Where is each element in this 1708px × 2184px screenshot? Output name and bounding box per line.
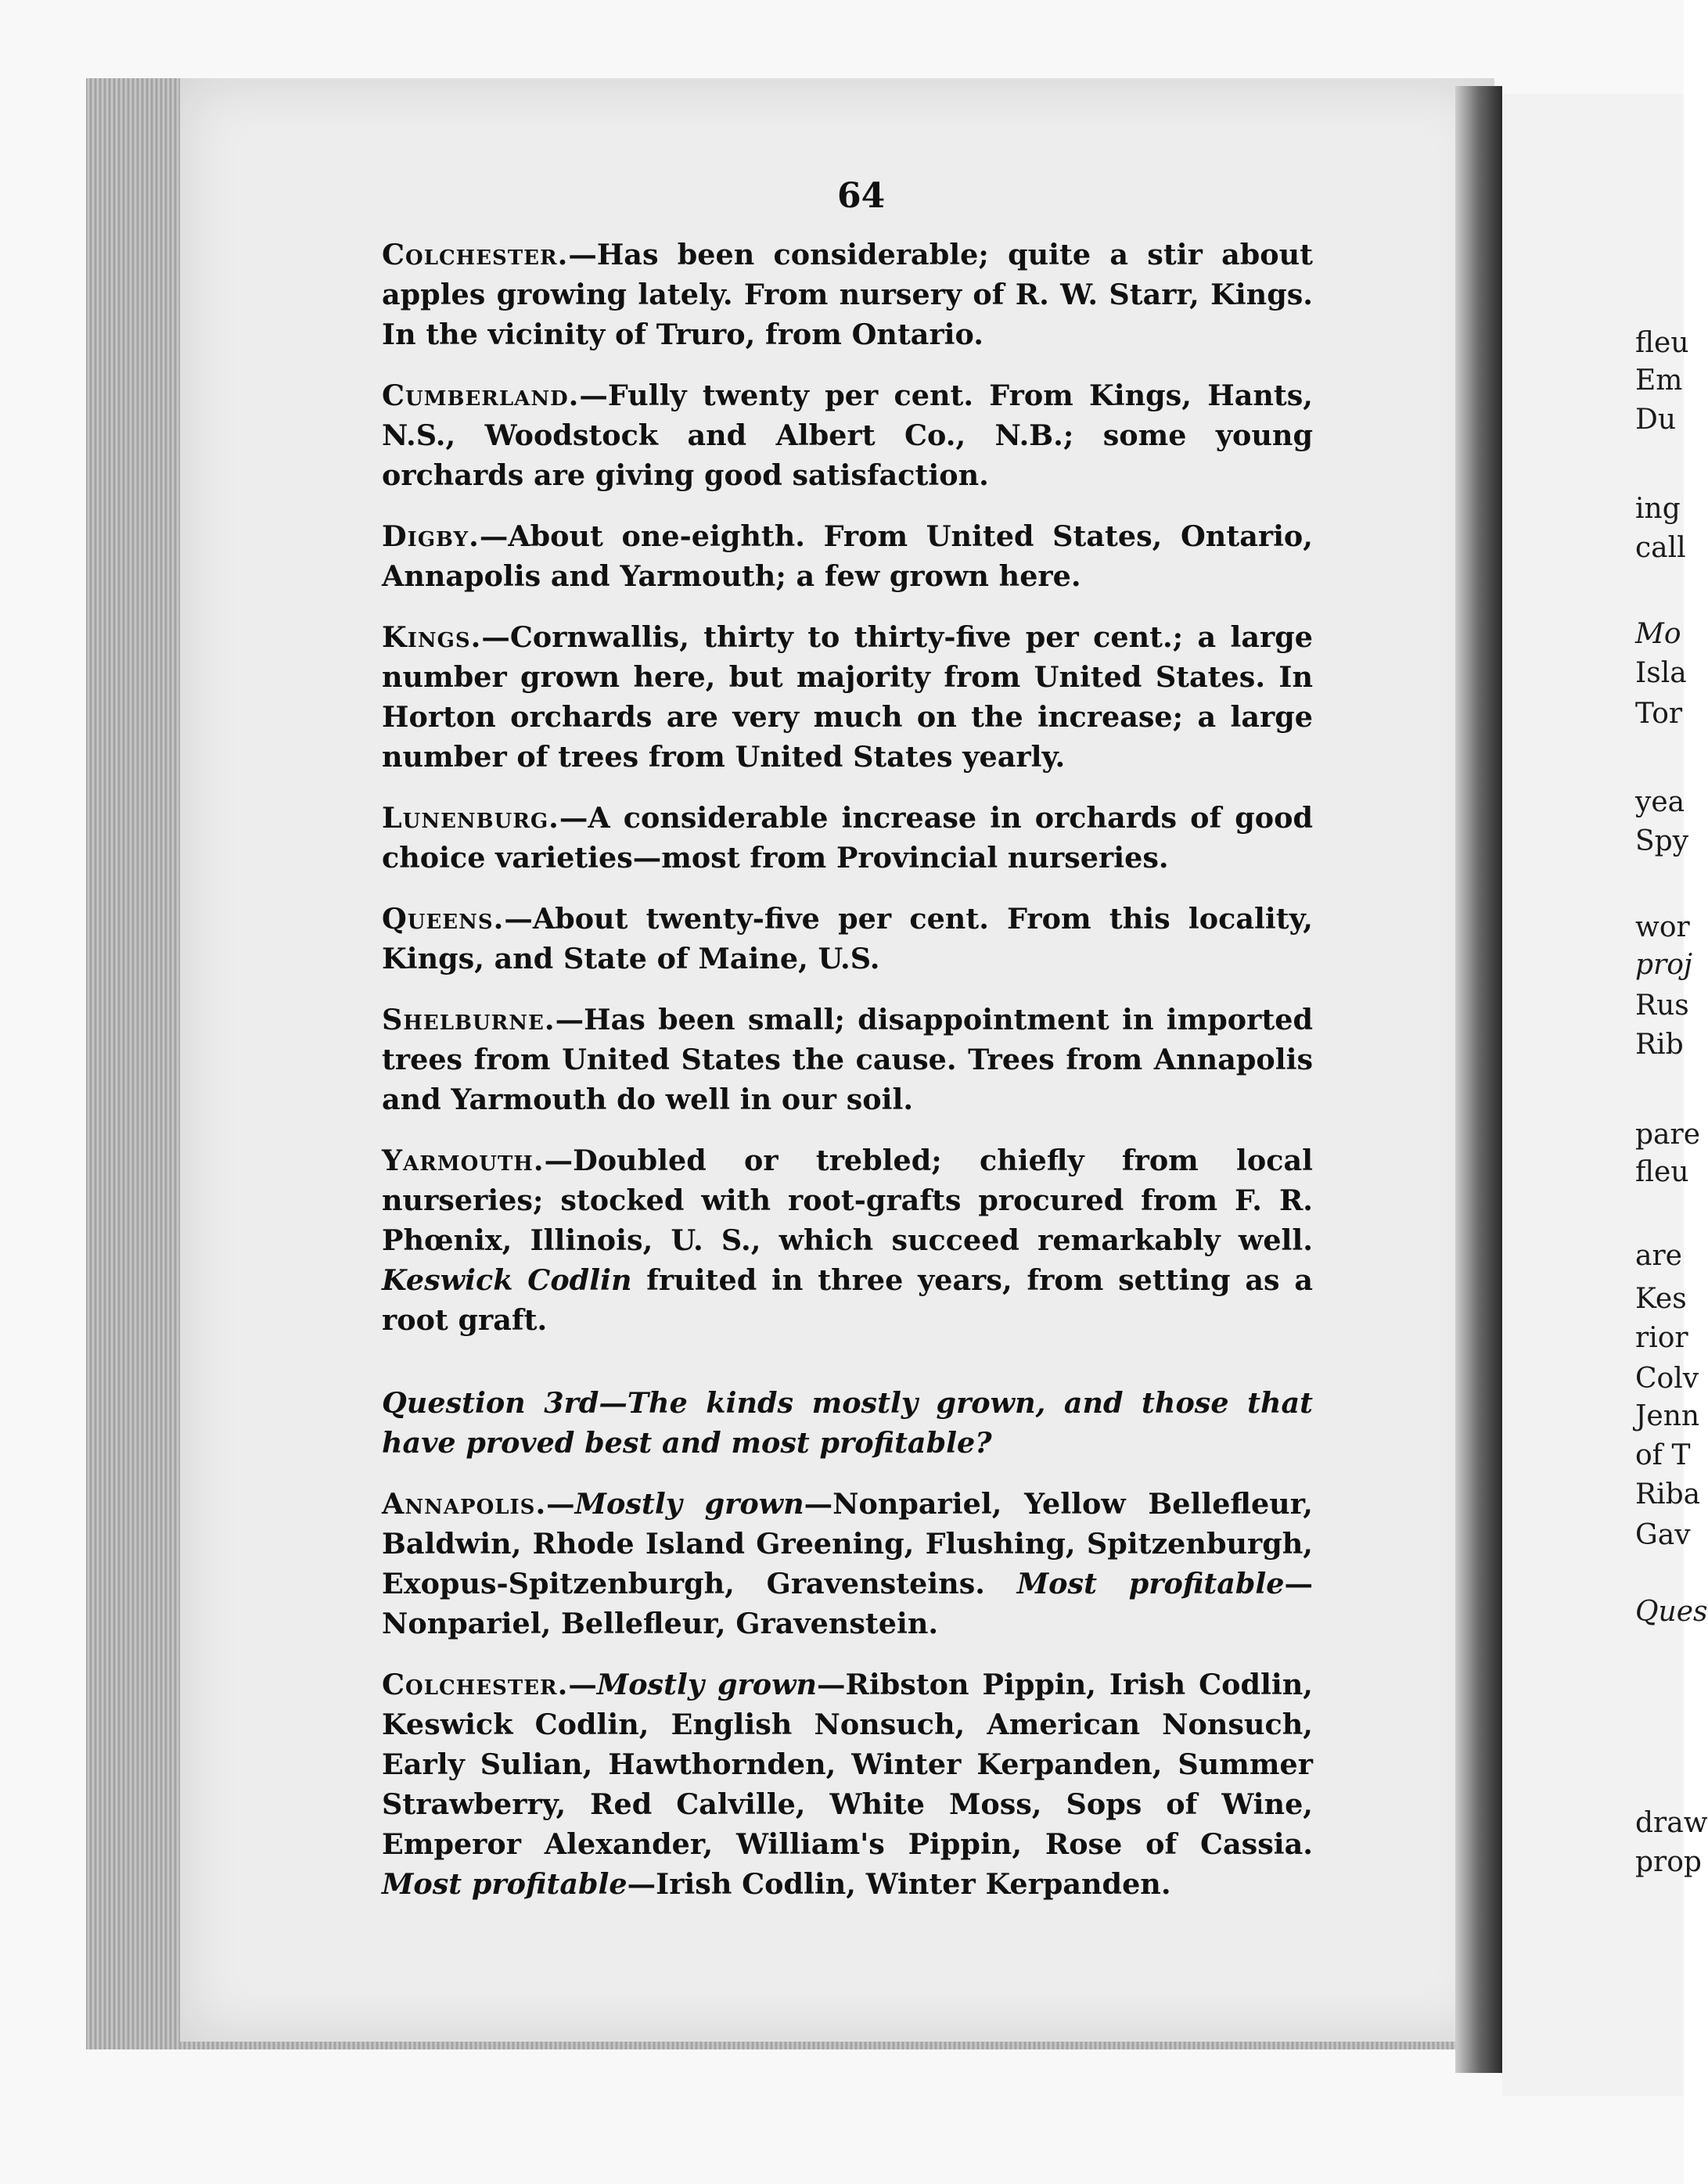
paragraph-shelburne xyxy=(382,1000,1313,1119)
right-page-fragment: prop xyxy=(1635,1846,1702,1878)
right-page-fragment: yea xyxy=(1635,786,1685,818)
right-page-fragment: draw xyxy=(1635,1807,1708,1839)
book-gutter xyxy=(1455,86,1502,2073)
right-page-fragment: Rus xyxy=(1635,990,1689,1022)
right-page-fragment: Ques xyxy=(1635,1596,1708,1628)
right-page-fragment: Du xyxy=(1635,404,1677,436)
place-name: Digby. xyxy=(382,519,480,553)
paragraph-digby xyxy=(382,516,1313,596)
paragraph-text: —Doubled or trebled; chiefly from local nurseries; stocked with root-grafts procured from F. R. Phœnix, Illinois, U. S., which succeed remarkably well. xyxy=(382,1144,1313,1257)
right-page-fragment: Rib xyxy=(1635,1029,1684,1061)
page-text xyxy=(382,235,1313,1925)
right-page-fragment: rior xyxy=(1635,1322,1688,1354)
paragraph-colchester xyxy=(382,235,1313,354)
paragraph-kings xyxy=(382,617,1313,777)
right-page-fragment: call xyxy=(1635,532,1686,564)
paragraph-text: —Cornwallis, thirty to thirty-five per cent.; a large number grown here, but majority from United States. In Horton orchards are very much on the increase; a large number of trees from United States yearly. xyxy=(382,620,1313,774)
place-name: Queens. xyxy=(382,902,505,936)
paragraph-text: —About twenty-five per cent. From this locality, Kings, and State of Maine, U.S. xyxy=(382,902,1313,975)
right-page-fragment: ing xyxy=(1635,493,1681,525)
right-page-fragment: Riba xyxy=(1635,1478,1701,1510)
paragraph-text: —Has been considerable; quite a stir about apples growing lately. From nursery of R. W. Starr, Kings. In the vicinity of Truro, from Ontario. xyxy=(382,238,1313,351)
place-name: Cumberland. xyxy=(382,379,580,412)
paragraph-yarmouth xyxy=(382,1140,1313,1340)
right-page-fragment: of T xyxy=(1635,1439,1691,1471)
dash: — xyxy=(568,1668,597,1701)
place-name: Annapolis. xyxy=(382,1487,547,1521)
question-heading: Question 3rd—The kinds mostly grown, and those that have proved best and most profitable? xyxy=(382,1386,1313,1460)
dash: — xyxy=(546,1487,575,1521)
right-page-fragment: proj xyxy=(1635,949,1693,981)
place-name: Lunenburg. xyxy=(382,801,559,835)
paragraph-colchester-kinds xyxy=(382,1665,1313,1904)
label-most-profitable: Most profitable xyxy=(1016,1567,1285,1600)
label-mostly-grown: Mostly grown xyxy=(574,1487,804,1521)
paragraph-text: fruited in three years, from setting as a root graft. xyxy=(382,1263,1313,1337)
paragraph-text: —A considerable increase in orchards of good choice varieties—most from Provincial nurseries. xyxy=(382,801,1313,875)
variety-name: Keswick Codlin xyxy=(382,1263,632,1297)
right-page-fragment: Em xyxy=(1635,365,1683,397)
right-page-fragment: Jenn xyxy=(1635,1400,1700,1432)
right-page-fragment: Colv xyxy=(1635,1363,1699,1395)
place-name: Yarmouth. xyxy=(382,1144,545,1177)
paragraph-annapolis xyxy=(382,1484,1313,1643)
paragraph-cumberland xyxy=(382,375,1313,495)
paragraph-text: —About one-eighth. From United States, Ontario, Annapolis and Yarmouth; a few grown here. xyxy=(382,519,1313,593)
right-page-fragment: Kes xyxy=(1635,1283,1687,1315)
label-most-profitable: Most profitable xyxy=(382,1867,627,1901)
paragraph-text: —Nonpariel, Yellow Bellefleur, Baldwin, Rhode Island Greening, Flushing, Spitzenburgh, Exopus-Spitzenburgh, Gravensteins. xyxy=(382,1487,1313,1600)
paragraph-text: —Fully twenty per cent. From Kings, Hants, N.S., Woodstock and Albert Co., N.B.; some young orchards are giving good satisfaction. xyxy=(382,379,1313,492)
right-page-fragment: Mo xyxy=(1635,618,1681,650)
paragraph-text: —Ribston Pippin, Irish Codlin, Keswick Codlin, English Nonsuch, American Nonsuch, Early Sulian, Hawthornden, Winter Kerpanden, Summer Strawberry, Red Calville, White Moss, Sops of Wine, Emperor Alexander, William's Pippin, Rose of Cassia. xyxy=(382,1668,1313,1861)
right-page-fragment: Isla xyxy=(1635,657,1687,689)
place-name: Colchester. xyxy=(382,238,569,271)
page-number: 64 xyxy=(837,176,886,216)
label-mostly-grown: Mostly grown xyxy=(596,1668,818,1701)
paragraph-text: —Nonpariel, Bellefleur, Gravenstein. xyxy=(382,1567,1313,1640)
place-name: Kings. xyxy=(382,620,482,654)
right-page-fragment: pare xyxy=(1635,1119,1701,1151)
paragraph-text: —Irish Codlin, Winter Kerpanden. xyxy=(627,1867,1171,1901)
place-name: Shelburne. xyxy=(382,1003,556,1036)
paragraph-text: —Has been small; disappointment in imported trees from United States the cause. Trees from Annapolis and Yarmouth do well in our soil. xyxy=(382,1003,1313,1116)
right-page-fragment: Gav xyxy=(1635,1519,1691,1551)
right-page-fragment: wor xyxy=(1635,911,1690,943)
place-name: Colchester. xyxy=(382,1668,569,1701)
right-page-fragment: fleu xyxy=(1635,1156,1689,1188)
right-page-fragment: fleu xyxy=(1635,327,1689,359)
right-page-fragment: are xyxy=(1635,1240,1682,1272)
right-page-fragment: Spy xyxy=(1635,825,1689,857)
paragraph-lunenburg xyxy=(382,798,1313,878)
right-page-fragment: Tor xyxy=(1635,698,1683,730)
paragraph-queens xyxy=(382,899,1313,979)
